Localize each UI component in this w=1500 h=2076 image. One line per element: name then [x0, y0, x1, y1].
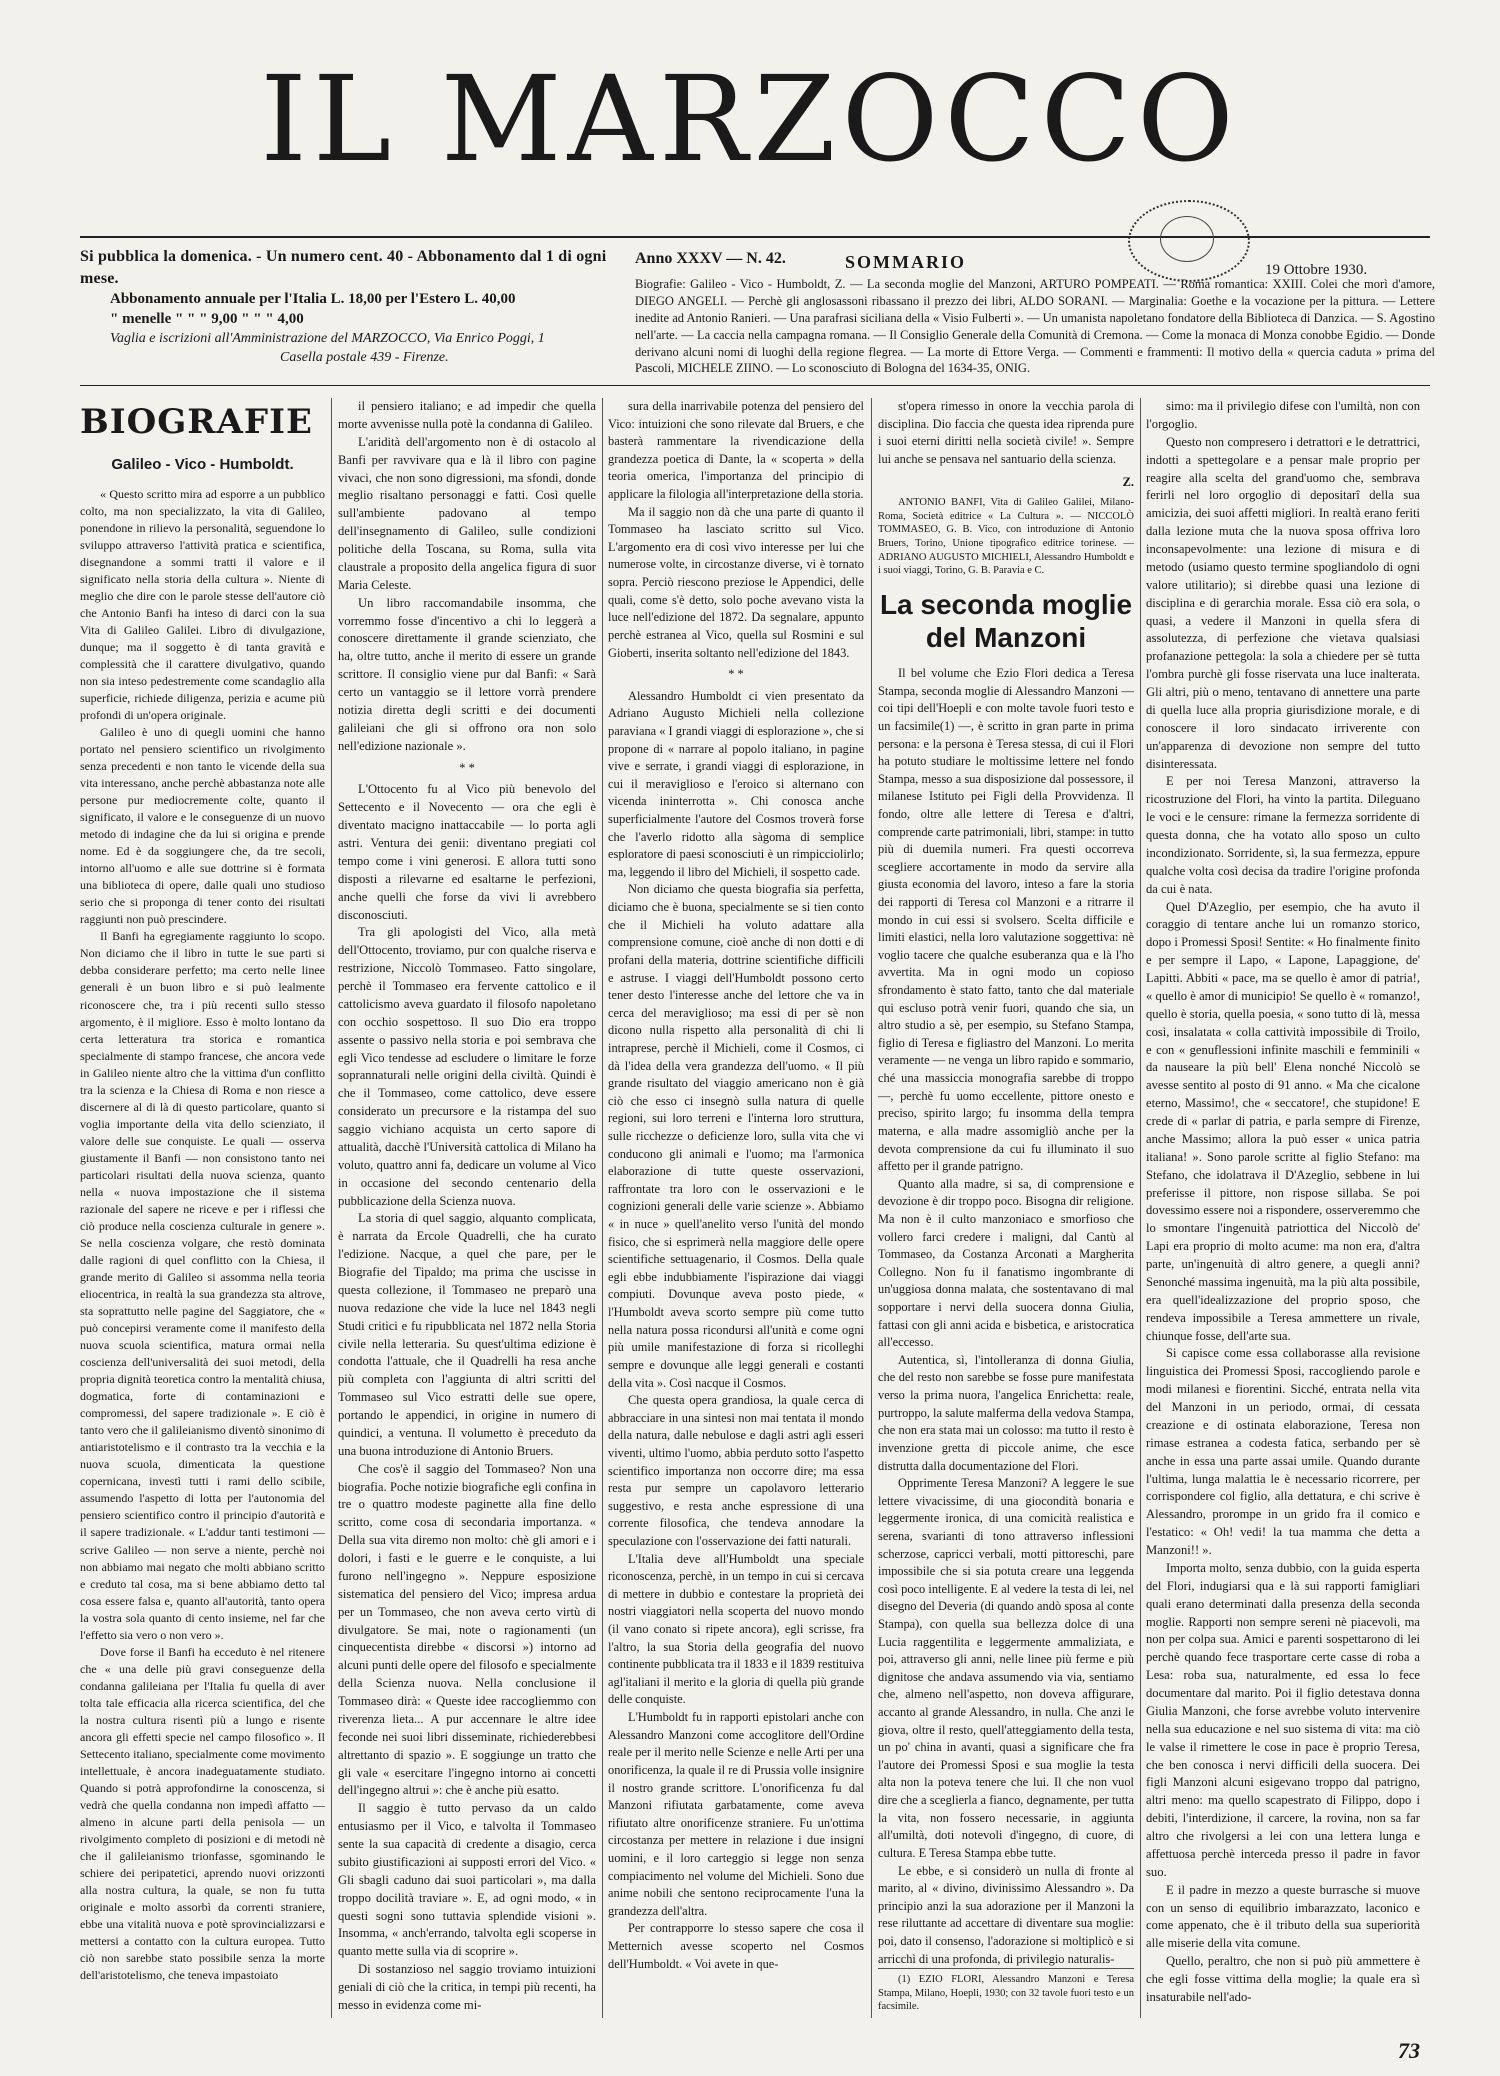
paragraph: st'opera rimesso in onore la vecchia parola di disciplina. Dio faccia che questa idea riprenda pure i suoi eterni diritti nella società civile! ». Sempre lui anche se pensava nel santuario della scienza. — [878, 399, 1134, 466]
paragraph: Che cos'è il saggio del Tommaseo? Non una biografia. Poche notizie biografiche egli confina in tre o quattro modeste paginette alla fine dello scritto, come cosa di secondaria importanza. « Della sua vita diremo non molto: chè gli amori e i dolori, i fasti e le guerre e le conquiste, a lui furono nell'ingegno ». Neppure esposizione sistematica del pensiero del Vico; impresa ardua per un Tommaseo, che non aveva certo virtù di divulgatore. Se mai, note o ragionamenti (un cinquecentista direbbe « discorsi ») intorno ad alcuni punti delle opere del filosofo e specialmente della Scienza nuova. Nella conclusione il Tommaseo dirà: « Queste idee raccogliemmo con riverenza lieta... A pur accennare le altre idee feconde nei suoi libri disseminate, richiederebbesi altrettanto di spazio ». E soggiunge un tratto che gli vale « esercitare l'ingegno intorno ai concetti dell'ingegno altrui »: che è anche più esatto. — [338, 1461, 596, 1798]
section-separator: * * — [459, 760, 475, 775]
column-divider — [602, 398, 603, 2018]
issue-number: Anno XXXV — N. 42. — [635, 250, 786, 267]
paragraph: Tra gli apologisti del Vico, alla metà dell'Ottocento, troviamo, pur con qualche riserva e restrizione, Niccolò Tommaseo. Fatto singolare, perchè il Tommaseo era fervente cattolico e il cattolicismo aveva guardato il filosofo napoletano con occhio sospettoso. Il suo Dio era troppo assente o passivo nella storia e poi sembrava che egli Vico tendesse ad escludere o limitare le forze soprannaturali nelle origini della civiltà. Quindi è che il Tommaseo, come cattolico, deve essere considerato un precursore e la ristampa del suo saggio vichiano acquista un certo sapore di attualità, dacchè l'Università cattolica di Milano ha voluto, quattro anni fa, dedicare un volume al Vico in occasione del secondo centenario della pubblicazione della Scienza nuova. — [338, 925, 596, 1208]
column-1 — [80, 398, 325, 1984]
masthead-title: IL MARZOCCO — [260, 50, 1240, 188]
column-divider — [871, 398, 872, 2018]
paragraph: E per noi Teresa Manzoni, attraverso la ricostruzione del Flori, ha vinto la partita. Dileguano le voci e le censure: rimane la fermezza sorridente di questa donna, che ha votato allo sposo un culto incondizionato. Sorridente, sì, la sua fermezza, eppure qualche volta così decisa da tradire l'origine profonda da cui è nata. — [1146, 774, 1420, 896]
footnote: (1) EZIO FLORI, Alessandro Manzoni e Teresa Stampa, Milano, Hoepli, 1930; con 32 tavole fuori testo e un facsimile. — [878, 1968, 1134, 2014]
paragraph: Di sostanzioso nel saggio troviamo intuizioni geniali di ciò che la critica, in tempi più recenti, ha messo in evidenza come mi- — [338, 1962, 596, 2012]
paragraph: il pensiero italiano; e ad impedir che quella morte avvenisse nulla potè la condanna di Galileo. — [338, 399, 596, 431]
paragraph: La storia di quel saggio, alquanto complicata, è narrata da Ercole Quadrelli, che ha curato l'edizione. Nacque, a quel che pare, per le Biografie del Tipaldo; ma prima che uscisse in questa collezione, il Tommaseo ne preparò una nuova redazione che vide la luce nel 1843 negli Studi critici e fu ripubblicata nel 1872 nella Storia civile nella letteraria. Su quest'ultima edizione è condotta l'attuale, che il Quadrelli ha resa anche più completa con l'aggiunta di altri scritti del Tommaseo sul Vico estratti delle sue opere, portando le appendici, in origine in numero di quindici, a ventuna. Il volumetto è preceduto da una buona introduzione di Antonio Bruers. — [338, 1211, 596, 1458]
paragraph: Quanto alla madre, si sa, di comprensione e devozione è dir troppo poco. Bisogna dir religione. Ma non è il culto manzoniaco e smorfioso che vollero farci credere i maligni, dal Cantù al Tommaseo, da Costanza Arconati a Margherita Collegno. Non fu il fanatismo ingombrante di un'uggiosa donna malata, che sostentavano di mal sopportare i nervi della suocera donna Giulia, fattasi con gli anni acida e bisbetica, e aristocratica all'eccesso. — [878, 1176, 1134, 1350]
header-rule-bottom — [80, 385, 1430, 386]
section-separator: * * — [728, 667, 744, 682]
paragraph: Questo non compresero i detrattori e le detrattrici, indotti a spettegolare e a pensar male proprio per reagire alla scelta del grand'uomo che, sembrava ferirli nel loro orgoglio di depositarî della sua amicizia, dei suoi affetti migliori. In realtà erano feriti dalla lezione muta che la nuova sposa offriva loro inconsapevolmente: una lezione di misura e di metodo (usiamo questo termine spogliandolo di ogni valore utilitario); si direbbe quasi una lezione di disciplina e di gerarchia morale. Essa ciò era sola, o quasi, a vedere il Manzoni in quella sfera di assolutezza, di perfezione che vietava qualsiasi profanazione pettegola: la sola a chiedere per sè tutta l'ombra purchè gli fosse riservata una luce inalterata. Gli altri, più o meno, tentavano di annettere una parte di quella luce alla propria giurisdizione morale, e di conoscere il loro sindacato irriverente con un'apparenza di devozione non sempre del tutto disinteressata. — [1146, 434, 1420, 771]
paragraph: « Questo scritto mira ad esporre a un pubblico colto, ma non specializzato, la vita di Galileo, ponendone in rilievo la personalità, seguendone lo sviluppo attraverso l'attività pratica e scientifica, disegnandone a sommi tratti il valore e il significato nella storia della cultura ». Niente di meglio che dire con le parole stesse dell'autore ciò che Antonio Banfi ha inteso di darci con la sua Vita di Galileo Galilei. Libro di divulgazione, dunque; ma il soggetto è di tanta gravità e complessità che il carattere divulgativo, quando non sia inteso pedestremente come scandaglio alla superficie, richiede diligenza, perizia e acume più profondi di un'opera originale. — [80, 486, 325, 722]
subscription-line-2: Abbonamento annuale per l'Italia L. 18,00 per l'Estero L. 40,00 — [110, 291, 516, 308]
paragraph: L'Humboldt fu in rapporti epistolari anche con Alessandro Manzoni come accoglitore dell'Ordine reale per il merito nelle Scienze e nelle Arti per una onorificenza, la quale il re di Prussia volle insignire il nostro grande scrittore. L'onorificenza fu dal Manzoni rifiutata garbatamente, come aveva rifiutato altre onorificenze straniere. Fu un'ottima circostanza per mettere in relazione i due insigni uomini, e il loro carteggio si legge non senza compiacimento nel volume del Michieli. Sono due anime nobili che sentono reciprocamente l'una la grandezza dell'altra. — [608, 1710, 864, 1918]
paragraph: Quello, peraltro, che non si può più ammettere è che egli fosse vittima della moglie; la quale era sì insaturabile nell'ado- — [1146, 1954, 1420, 2004]
paragraph: Non diciamo che questa biografia sia perfetta, diciamo che è buona, specialmente se si tien conto che il Michieli ha voluto adattare alla comprensione comune, cioè anche di non dotti e di profani della materia, dottrine scientifiche difficili e astruse. I viaggi dell'Humboldt possono certo tener desto l'interesse anche del lettore che va in cerca del meraviglioso; ma essi di per sè non dicono nulla rispetto alla personalità di chi li intraprese, perchè il Michieli, come il Cosmos, ci dà l'idea della vera grandezza dell'uomo. « Il più grande risultato del viaggio americano non è già ciò che esso ci insegnò sulla natura di quelle regioni, sui loro terreni e l'interna loro struttura, sulle ricchezze o deficienze loro, sulla vita che vi conducono gli animali e l'uomo; ma l'armonica elaborazione di tutte queste osservazioni, raffrontate tra loro con le osservazioni e le cognizioni generali delle varie scienze ». Abbiamo « in nuce » quell'anelito verso l'unità del mondo fisico, che si esprimerà nella maggiore delle opere scientifiche settuagenario, il Cosmos. Della quale egli ebbe indubbiamente l'ispirazione dai viaggi compiuti. Dovunque aveva posto piede, « l'Humboldt aveva scorto sempre più come tutto nella natura possa ricondursi all'unità e come ogni più umile manifestazione di forza si ricolleghi sempre e dovunque alle leggi generali e costanti della vita ». Così nacque il Cosmos. — [608, 882, 864, 1390]
paragraph: L'Ottocento fu al Vico più benevolo del Settecento e il Novecento — ora che egli è diventato macigno inattaccabile — lo porta agli astri. Ventura dei genii: diventano pregiati col tempo come i vini generosi. E allora tutti sono disposti a rilevarne ed esaltarne le perfezioni, anche quelli che forse da vivi li avrebbero disconosciuti. — [338, 782, 596, 922]
paragraph: simo: ma il privilegio difese con l'umiltà, non con l'orgoglio. — [1146, 399, 1420, 431]
subscription-line-5: Casella postale 439 - Firenze. — [280, 349, 449, 365]
article-title: La seconda moglie del Manzoni — [879, 588, 1133, 654]
paragraph: E il padre in mezzo a queste burrasche si muove con un senso di equilibrio imbarazzato, laconico e come appenato, che è il tributo della sua superiorità alle miserie della vita comune. — [1146, 1882, 1420, 1951]
subscription-line-4: Vaglia e iscrizioni all'Amministrazione del MARZOCCO, Via Enrico Poggi, 1 — [110, 330, 545, 346]
column-4 — [878, 398, 1134, 2014]
paragraph: Importa molto, senza dubbio, con la guida esperta del Flori, indugiarsi qua e là sui rapporti famigliari quali erano determinati dalla presenza della seconda moglie. Rapporti non sempre sereni nè piacevoli, ma non per colpa sua. Amici e parenti sospettarono di lei perchè quando fece trasportare certe casse di roba a Lesa: roba sua, naturalmente, ed essa lo fece documentare dal marito. Poi il figlio detestava donna Giulia Manzoni, che forse avrebbe voluto intervenire nella sua educazione e nel suo sistema di vita: ma ciò le valse il rimettere le cose in pace è proprio Teresa, che ben conosca i nervi difficili della suocera. Dei figli Manzoni alcuni esigevano troppo dal patrigno, altri meno: ma quello scapestrato di Filippo, dopo i debiti, l'interdizione, il carcere, la rovina, non sa far altro che rivolgersi a lei con una lettera lunga e affettuosa perchè interceda presso il padre in favor suo. — [1146, 1560, 1420, 1879]
paragraph: Che questa opera grandiosa, la quale cerca di abbracciare in una sintesi non mai tentata il mondo della natura, dalle nebulose e dagli astri agli esseri viventi, ultimo l'uomo, abbia perduto sotto l'aspetto scientifico importanza non occorre dire; ma essa resta pur sempre un capolavoro letterario suggestivo, e resta anche espressione di una corrente filosofica, che tendeva annodare la speculazione con l'osservazione dei fatti naturali. — [608, 1393, 864, 1548]
page-number: 73 — [1398, 2038, 1420, 2063]
paragraph: Ma il saggio non dà che una parte di quanto il Tommaseo ha lasciato scritto sul Vico. L'argomento era di così vivo interesse per lui che numerose volte, in circostanze diverse, vi è tornato sopra. Perciò riescono preziose le Appendici, delle quali, come s'è detto, solo poche avevano vista la luce nell'edizione del 1872. Da segnalare, appunto perchè estranea al Vico, quella sul Rosmini e sul Gioberti, inserita soltanto nell'edizione del 1843. — [608, 504, 864, 660]
bibliography: ANTONIO BANFI, Vita di Galileo Galilei, Milano-Roma, Società editrice « La Cultura ». — NICCOLÒ TOMMASEO, G. B. Vico, con introduzione di Antonio Bruers, Torino, Unione tipografico editrice torinese. — ADRIANO AUGUSTO MICHIELI, Alessandro Humboldt e i suoi viaggi, Torino, G. B. Paravia e C. — [878, 497, 1134, 577]
subscription-info — [80, 246, 620, 367]
paragraph: Il saggio è tutto pervaso da un caldo entusiasmo per il Vico, e talvolta il Tommaseo sente la sua capacità di credente a disagio, cerca subito giustificazioni ai supposti errori del Vico. « Gli sbagli caduno dai suoi particolari », ma dalla troppo docilità traviare ». E, ad ogni modo, « in questi sogni sono tuttavia splendide visioni ». Insomma, « anch'errando, talvolta egli scoperse in quanto mette sulla via di scoprire ». — [338, 1801, 596, 1959]
column-2 — [338, 398, 596, 2015]
paragraph: Opprimente Teresa Manzoni? A leggere le sue lettere vivacissime, di una giocondità bonaria e leggermente ironica, di una comicità realistica e serena, svarianti di tono attraverso inflessioni scherzose, capricci verbali, motti pittoreschi, pare impossibile che si sia potuta creare una leggenda così poco intelligente. E al vedere la testa di lei, nel disegno del Deveria (di quando andò sposa al conte Stampa), con quella sua bellezza dolce di una Lucia raggentilita e leggermente ammaliziata, e poi, attraverso gli anni, nelle linee più ferme e più dignitose che andava assumendo via via, sentiamo che, almeno nell'aspetto, non doveva affigurare, accanto al grande Alessandro, in nulla. Che anzi le giova, oltre il resto, quell'atteggiamento della testa, un po' china in avanti, quasi a significare che fra l'autore dei Promessi Sposi e sua moglie la testa alta non la poteva tenere che lui. Il che non vuol dire che a sceglierla a fianco, degnamente, per tutta la vita, non fossero necessarie, in aggiunta all'umiltà, doti notevoli d'ingegno, di cuore, di cultura. E Teresa Stampa ebbe tutte. — [878, 1476, 1134, 1860]
paragraph: Il bel volume che Ezio Flori dedica a Teresa Stampa, seconda moglie di Alessandro Manzoni — coi tipi dell'Hoepli e con molte tavole fuori testo e un facsimile(1) —, è scritto in gran parte in prima persona: e la persona è Teresa stessa, di cui il Flori ha potuto studiare le moltissime lettere nel fondo Stampa, messo a sua disposizione dal possessore, il milanese Istituto pei Figli della Provvidenza. Il fondo, oltre alle lettere di Teresa e d'altri, comprende carte patrimoniali, libri, stampe: in tutto più di duemila numeri. Fra questi occorreva scegliere accortamente in modo da servire alla giusta economia del lavoro, inteso a fare la storia dei rapporti di Teresa col Manzoni e a ritrarre il mondo in cui essi si svolsero. Scelta difficile e limiti elastici, nella loro valutazione soggettiva: nè voglio tacere che qualche esuberanza qua e là l'ho avvertita. Ma in ogni modo un copioso sfrondamento è stato fatto, tanto che dal materiale qui escluso potrà venir fuori, quando che sia, un altro studio a sè, per esempio, su Stefano Stampa, figlio di Teresa e figliastro del Manzoni. Lo merita veramente — ne venga un libro rapido e sommario, ché una massiccia monografia sarebbe di troppo —, perchè fu uomo eccellente, pittore onesto e preciso, spirito largo; fu insomma della tempra materna, e alla madre assomigliò anche per la devota comprensione da cui fu illuminato il suo affetto per il grande patrigno. — [878, 666, 1134, 1174]
subscription-line-3: " menelle " " " 9,00 " " " 4,00 — [110, 311, 304, 328]
column-divider — [1140, 398, 1141, 2018]
paragraph: Dove forse il Banfi ha ecceduto è nel ritenere che « una delle più gravi conseguenze della condanna galileiana per l'Italia fu quella di aver tolta tale efficacia alla ricerca scientifica, del che la nostra cultura risentì più a lungo e risente ancora gli effetti specie nel campo filosofico ». Il Settecento italiano, specialmente come movimento intellettuale, è ancora inadeguatamente studiato. Quando si potrà approfondirne la conoscenza, si vedrà che quella condanna non impedì affatto — almeno in alcune parti della penisola — un rivolgimento completo di posizioni e di metodi nè che il galileianismo trionfasse, sgominando le schiere dei peripatetici, aprendo nuovi orizzonti alla nostra cultura, la quale, se non fu tutta originale e molto assorbì da correnti straniere, ebbe una vitalità nuova e potè sprovincializzarsi e mettersi a contatto con la cultura europea. Tutto ciò non sarebbe stato possibile senza la morte dell'aristotelismo, che teneva impastoiato — [80, 1644, 325, 1983]
library-stamp-icon — [1128, 200, 1250, 282]
subscription-line-1: Si pubblica la domenica. - Un numero cent. 40 - Abbonamento dal 1 di ogni mese. — [80, 248, 607, 287]
column-5 — [1146, 398, 1420, 2007]
sommario-heading: SOMMARIO — [845, 252, 966, 272]
paragraph: L'Italia deve all'Humboldt una speciale riconoscenza, perchè, in un tempo in cui si cercava di mettere in dubbio e contestare la proprietà dei nostri viaggiatori nella scoperta del nuovo mondo (il vano conato si ripete ancora), egli scrisse, fra l'altro, la sua Storia della geografia del nuovo continente pubblicata tra il 1833 e il 1839 restituiva agl'italiani il merito e la gloria di quella più grande delle conquiste. — [608, 1551, 865, 1707]
paragraph: Un libro raccomandabile insomma, che vorremmo fosse d'incentivo a chi lo leggerà a conoscere direttamente il grande scienziato, che ha, oltre tutto, anche il merito di essere un grande scrittore. Il consiglio viene pur dal Banfi: « Sarà certo un vantaggio se il lettore vorrà prendere notizia diretta degli scritti e dei documenti galileiani che gli si offrono ora non solo nell'edizione nazionale ». — [338, 595, 596, 753]
author-signature: Z. — [1122, 475, 1134, 490]
paragraph: Galileo è uno di quegli uomini che hanno portato nel pensiero scientifico un rivolgimento senza precedenti e non tanto le vicende della sua vita interessano, anche perchè abbastanza note alle persone pur mediocremente colte, quanto il significato, il valore e le conseguenze di un nuovo metodo di indagine che da lui si origina e prende nome. Ed è da soggiungere che, da tre secoli, intorno all'uomo e alle sue dottrine si è formata una biblioteca di opere, dalle quali uno studioso serio che si proponga di tener conto dei risultati raggiunti non può prescindere. — [80, 725, 325, 927]
column-3 — [608, 398, 864, 1973]
paragraph: Il Banfi ha egregiamente raggiunto lo scopo. Non diciamo che il libro in tutte le sue parti si debba considerare perfetto; ma certo nelle linee generali è un buon libro e si può lealmente riconoscere che, tra i più recenti sullo stesso argomento, è il migliore. Esso è molto lontano da certa letteratura tra storica e romantica specialmente di stampo francese, che ancora vede in Galileo niente altro che la vittima d'un conflitto tra la scienza e la Chiesa di Roma e non riesce a discernere al di là di questo particolare, quanto si voglia importante della vita dello scienziato, il valore delle sue conquiste. Le quali — osserva giustamente il Banfi — non consistono tanto nei particolari risultati della nuova scienza, quanto nella « nuova impostazione che il sistema razionale del sapere ne riceve e per i riflessi che ciò produce nella coscienza culturale in genere ». Se nella coscienza volgare, che restò dominata dalle ragioni di quel conflitto con la Chiesa, il grande merito di Galileo si assomma nella teoria eliocentrica, in realtà la sua grandezza sta altrove, sta soprattutto nelle pagine del Saggiatore, che « può concepirsi veramente come il manifesto della nuova scuola scientifica, matura ormai nella coscienza dell'universalità dei suoi metodi, della propria dignità teoretica contro la mentalità chiusa, dogmatica, forte di contaminazioni e compromessi, del sapere tradizionale ». E ciò è tanto vero che il galileianismo diventò sinonimo di antiaristotelismo e il contrasto tra la vecchia e la nuova scuola, dimenticata la questione copernicana, investì tutti i rami dello scibile, assumendo l'aspetto di lotta per l'autonomia del pensiero scientifico contro il principio d'autorità e il sapere tradizionale. « L'addur tanti testimoni — scrive Galileo — non serve a niente, perchè noi non abbiamo mai negato che molti abbiano scritto e creduto tal cosa, ma si bene abbiamo detto tal cosa essere falsa e, quanto all'autorità, tanto opera la vostra sola quanto di cento insieme, nel far che l'effetto sia vero o non vero ». — [80, 929, 325, 1642]
paragraph: Alessandro Humboldt ci vien presentato da Adriano Augusto Michieli nella collezione paraviana « I grandi viaggi di esplorazione », che si propone di « narrare al popolo italiano, in pagine vive e serrate, i grandi viaggi di esplorazione, in cui il meraviglioso e l'eroico si alternano con vicenda ininterrotta ». Chi conosca anche superficialmente l'autore del Cosmos troverà forse che l'averlo ridotto alla sàgoma di semplice esploratore di paesi sconosciuti è un rimpicciolirlo; ma, leggendo il libro del Michieli, il sospetto cade. — [608, 688, 864, 879]
summary-text: Biografie: Galileo - Vico - Humboldt, Z. — La seconda moglie del Manzoni, ARTURO POMPEATI. — Roma romantica: XXIII. Colei che morì d'amore, DIEGO ANGELI. — Perchè gli anglosassoni ribassano il prezzo dei libri, ALDO SORANI. — Marginalia: Goethe e la vocazione per la pittura. — Lettere inedite ad Antonio Ranieri. — Una parafrasi siciliana della « Visio Fulberti ». — Un umanista napoletano fondatore della Biblioteca di Danzica. — S. Agostino nell'arte. — La caccia nella campagna romana. — Il Consiglio Generale della Comunità di Cremona. — Come la monaca di Monza conobbe Egidio. — Donde derivano alcuni nomi di luoghi della regione flegrea. — La morte di Ettore Verga. — Commenti e frammenti: Il motivo della « quercia caduta » prima del Pascoli, MICHELE ZIINO. — Lo sconosciuto di Bologna del 1634-35, ONIG. — [635, 277, 1435, 376]
column-divider — [331, 398, 332, 2018]
paragraph: Per contrapporre lo stesso sapere che cosa il Metternich avesse scoperto nel Cosmos dell'Humboldt. « Voi avete in que- — [608, 1921, 864, 1971]
paragraph: sura della inarrivabile potenza del pensiero del Vico: intuizioni che sono rilevate dal Bruers, e che basterà rammentare la rivendicazione della grandezza poetica di Dante, la « scoperta » della teoria omerica, l'importanza del principio di applicare la filologia all'interpretazione della storia. — [608, 399, 864, 502]
article-title: BIOGRAFIE — [80, 402, 313, 442]
paragraph: Autentica, sì, l'intolleranza di donna Giulia, che del resto non sarebbe se fosse pure manifestata verso la prima nuora, l'angelica Enrichetta: reale, purtroppo, la salute malferma della vedova Stampa, che non era stata mai un colosso: ma tutto il resto è invenzione gretta di piccole anime, che esce distrutta dalla documentazione del Flori. — [878, 1352, 1134, 1473]
issue-date: 19 Ottobre 1930. — [1265, 262, 1368, 278]
article-subtitle: Galileo - Vico - Humboldt. — [111, 456, 294, 474]
paragraph: Quel D'Azeglio, per esempio, che ha avuto il coraggio di tentare anche lui un romanzo storico, dopo i Promessi Sposi! Sentite: « Ho finalmente finito e per sempre il Lapo, « Lapone, Lapaggione, de' Lapitti. Abbiti « pace, ma se quello è amor di patria!, « quello è amor di municipio! Se quello è « romanzo!, quello è storia, quella poesia, « sono tutto di là, messa così, insalatata « colla cattività impossibile di Troilo, e con « genuflessioni infinite maschili e femminili « da nauseare la più bell' Elena nonché Niccolò se avesse sentito al posto di 91 anno. « Ma che cicalone eterno, Massimo!, che « seccatore!, che stupidone! E crede di « parlar di patria, e parla sempre di Firenze, anche Massimo; allora la può esser « unica patria italiana! ». Sono parole scritte al figlio Stefano: ma Stefano, che idolatrava il D'Azeglio, sebbene in lui preferisse il pittore, non rispose sillaba. Se poi dovessimo essere noi a rispondere, osserveremmo che lo smontare l'ingenuità patriottica del Niccolò de' Lapi era proprio di molto acume: ma non era, d'altra parte, un'ingenuità di altro genere, a quegli anni? Senonché massima ingenuità, ma la più alta possibile, era quell'idealizzazione del proprio sposo, che rendeva impossibile a Teresa ammettere un rivale, chiunque fosse, dell'arte sua. — [1146, 899, 1420, 1343]
paragraph: Si capisce come essa collaborasse alla revisione linguistica dei Promessi Sposi, raccogliendo parole e modi milanesi e fiorentini. Sicché, entrata nella vita del Manzoni in un periodo, ormai, di cessata creazione e di ostinata elaborazione, Teresa non rimase estranea a codesta fatica, serbando per sè anche in essa una parte assai umile. Quando durante l'ultima, lunga malattia le è necessario ricorrere, per corrispondere col figlio, alla dettatura, e chi scrive è Alessandro, prorompe in un grido fra il comico e l'estatico: « Oh! vedi! la tua mamma che detta a Manzoni!! ». — [1146, 1346, 1420, 1557]
paragraph: Le ebbe, e si considerò un nulla di fronte al marito, al « divino, divinissimo Alessandro ». Da principio anzi la sua adorazione per il Manzoni la rese riluttante ad accettare di diventare sua moglie: poi, dato il consenso, l'adorazione si moltiplicò e si arricchì di una profonda, di privilegio naturalis- — [878, 1863, 1134, 1966]
paragraph: L'aridità dell'argomento non è di ostacolo al Banfi per ravvivare qua e là il libro con pagine vivaci, che non sono digressioni, ma sfondi, donde meglio risaltano personaggi e fatti. Così quelle sull'ambiente padovano al tempo dell'insegnamento di Galileo, sulle condizioni politiche della Toscana, su Roma, sulla vita claustrale a proposito della angelica figura di suor Maria Celeste. — [338, 434, 596, 592]
